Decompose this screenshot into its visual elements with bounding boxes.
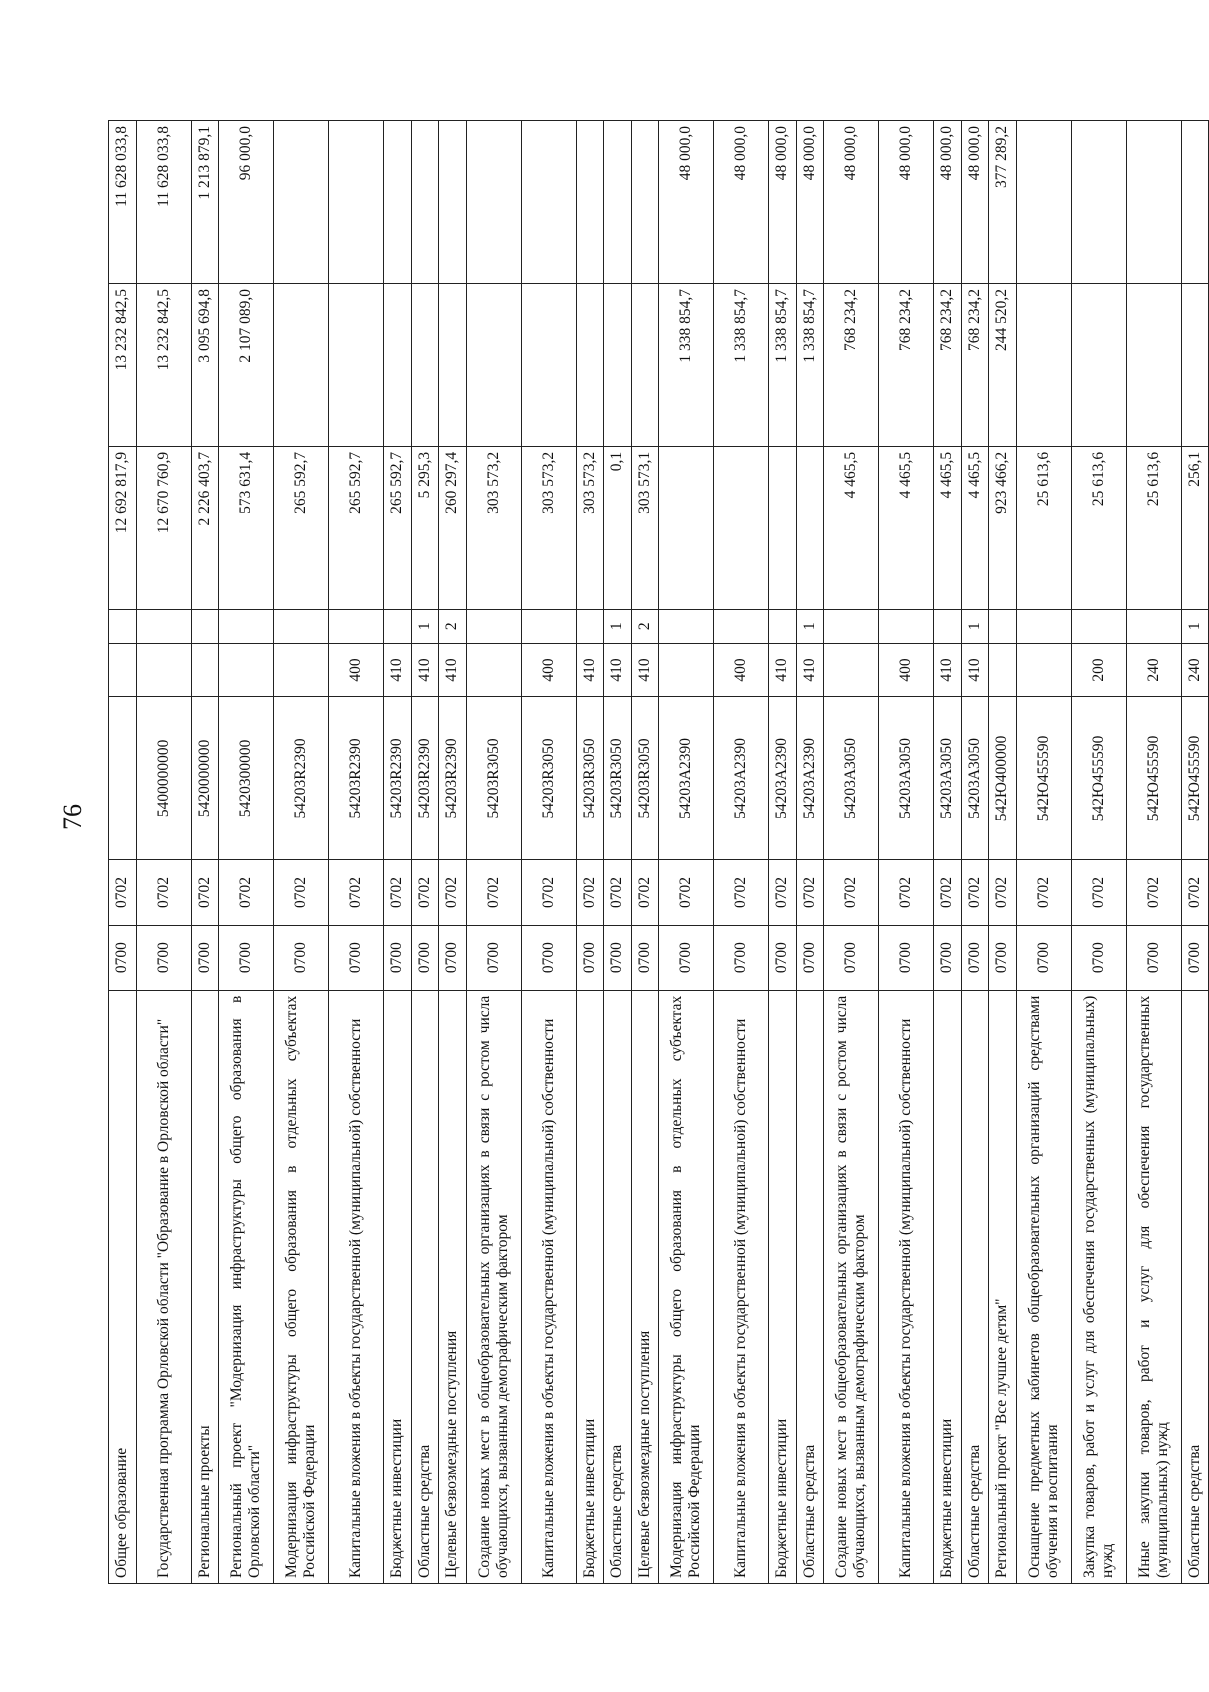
- amount-year-2: [631, 283, 659, 446]
- funding-kind-code: 2: [631, 609, 659, 643]
- section-code: 0700: [796, 925, 824, 990]
- table-row: [274, 121, 329, 1584]
- target-article-code: 542Ю455590: [1071, 697, 1126, 860]
- expense-type-code: 410: [961, 643, 989, 697]
- table-row: [136, 121, 191, 1584]
- funding-kind-code: 2: [439, 609, 467, 643]
- amount-year-2: 768 234,2: [824, 283, 879, 446]
- row-name: Бюджетные инвестиции: [769, 990, 797, 1583]
- amount-year-3: 48 000,0: [796, 121, 824, 284]
- funding-kind-code: 1: [796, 609, 824, 643]
- amount-year-1: 265 592,7: [274, 446, 329, 609]
- amount-year-1: 25 613,6: [1126, 446, 1181, 609]
- amount-year-1: 265 592,7: [384, 446, 412, 609]
- row-name: Модернизация инфраструктуры общего образования в отдельных субъектах Российской Федерации: [274, 990, 329, 1583]
- target-article-code: [109, 697, 137, 860]
- row-name: Капитальные вложения в объекты государственной (муниципальной) собственности: [879, 990, 934, 1583]
- amount-year-1: 4 465,5: [934, 446, 962, 609]
- amount-year-1: 303 573,1: [631, 446, 659, 609]
- expense-type-code: 410: [576, 643, 604, 697]
- amount-year-1: 4 465,5: [879, 446, 934, 609]
- target-article-code: 54203R2390: [274, 697, 329, 860]
- row-name: Областные средства: [796, 990, 824, 1583]
- amount-year-1: 303 573,2: [576, 446, 604, 609]
- target-article-code: 54203A3050: [961, 697, 989, 860]
- amount-year-1: 923 466,2: [989, 446, 1017, 609]
- section-code: 0700: [769, 925, 797, 990]
- amount-year-1: 12 670 760,9: [136, 446, 191, 609]
- subsection-code: 0702: [274, 860, 329, 925]
- funding-kind-code: [714, 609, 769, 643]
- amount-year-1: 4 465,5: [961, 446, 989, 609]
- expense-type-code: 410: [384, 643, 412, 697]
- target-article-code: 54203R3050: [521, 697, 576, 860]
- expense-type-code: [274, 643, 329, 697]
- subsection-code: 0702: [1126, 860, 1181, 925]
- section-code: 0700: [521, 925, 576, 990]
- target-article-code: 54203R3050: [576, 697, 604, 860]
- amount-year-2: 244 520,2: [989, 283, 1017, 446]
- amount-year-3: 96 000,0: [219, 121, 274, 284]
- section-code: 0700: [604, 925, 632, 990]
- amount-year-3: 11 628 033,8: [136, 121, 191, 284]
- row-name: Региональный проект "Модернизация инфраструктуры общего образования в Орловской области": [219, 990, 274, 1583]
- section-code: 0700: [384, 925, 412, 990]
- section-code: 0700: [439, 925, 467, 990]
- section-code: 0700: [714, 925, 769, 990]
- amount-year-3: [384, 121, 412, 284]
- table-row: [384, 121, 412, 1584]
- amount-year-3: 48 000,0: [934, 121, 962, 284]
- amount-year-1: 303 573,2: [466, 446, 521, 609]
- target-article-code: 54203R2390: [384, 697, 412, 860]
- amount-year-3: [1126, 121, 1181, 284]
- amount-year-1: 2 226 403,7: [191, 446, 219, 609]
- section-code: 0700: [576, 925, 604, 990]
- subsection-code: 0702: [384, 860, 412, 925]
- amount-year-3: [576, 121, 604, 284]
- section-code: 0700: [989, 925, 1017, 990]
- row-name: Создание новых мест в общеобразовательных организациях в связи с ростом числа обучающихся, вызванным демографическим фактором: [466, 990, 521, 1583]
- target-article-code: 54203R3050: [604, 697, 632, 860]
- amount-year-2: 768 234,2: [961, 283, 989, 446]
- row-name: Областные средства: [1181, 990, 1209, 1583]
- amount-year-2: [411, 283, 439, 446]
- expense-type-code: [136, 643, 191, 697]
- section-code: 0700: [659, 925, 714, 990]
- target-article-code: 54203A3050: [934, 697, 962, 860]
- funding-kind-code: [1016, 609, 1071, 643]
- funding-kind-code: [219, 609, 274, 643]
- row-name: Целевые безвозмездные поступления: [631, 990, 659, 1583]
- section-code: 0700: [411, 925, 439, 990]
- target-article-code: 54203A2390: [714, 697, 769, 860]
- amount-year-2: 3 095 694,8: [191, 283, 219, 446]
- expense-type-code: [191, 643, 219, 697]
- expense-type-code: 410: [796, 643, 824, 697]
- target-article-code: 54203A2390: [796, 697, 824, 860]
- row-name: Капитальные вложения в объекты государственной (муниципальной) собственности: [329, 990, 384, 1583]
- target-article-code: 54203A3050: [824, 697, 879, 860]
- table-row: [109, 121, 137, 1584]
- funding-kind-code: [824, 609, 879, 643]
- subsection-code: 0702: [934, 860, 962, 925]
- subsection-code: 0702: [521, 860, 576, 925]
- subsection-code: 0702: [714, 860, 769, 925]
- target-article-code: 542Ю400000: [989, 697, 1017, 860]
- target-article-code: 54203A2390: [769, 697, 797, 860]
- amount-year-2: [1016, 283, 1071, 446]
- amount-year-2: [1071, 283, 1126, 446]
- amount-year-2: 1 338 854,7: [769, 283, 797, 446]
- subsection-code: 0702: [219, 860, 274, 925]
- amount-year-3: 48 000,0: [879, 121, 934, 284]
- amount-year-2: 13 232 842,5: [109, 283, 137, 446]
- expense-type-code: 200: [1071, 643, 1126, 697]
- row-name: Бюджетные инвестиции: [934, 990, 962, 1583]
- funding-kind-code: 1: [604, 609, 632, 643]
- amount-year-1: [659, 446, 714, 609]
- funding-kind-code: 1: [411, 609, 439, 643]
- row-name: Иные закупки товаров, работ и услуг для обеспечения государственных (муниципальных) нужд: [1126, 990, 1181, 1583]
- funding-kind-code: [191, 609, 219, 643]
- subsection-code: 0702: [1016, 860, 1071, 925]
- funding-kind-code: [109, 609, 137, 643]
- funding-kind-code: 1: [961, 609, 989, 643]
- amount-year-1: 573 631,4: [219, 446, 274, 609]
- expense-type-code: [824, 643, 879, 697]
- funding-kind-code: [521, 609, 576, 643]
- section-code: 0700: [109, 925, 137, 990]
- amount-year-3: 48 000,0: [769, 121, 797, 284]
- target-article-code: 54203A2390: [659, 697, 714, 860]
- table-row: [879, 121, 934, 1584]
- row-name: Региональный проект "Все лучшее детям": [989, 990, 1017, 1583]
- subsection-code: 0702: [329, 860, 384, 925]
- amount-year-3: 11 628 033,8: [109, 121, 137, 284]
- amount-year-2: [1126, 283, 1181, 446]
- subsection-code: 0702: [439, 860, 467, 925]
- amount-year-3: [466, 121, 521, 284]
- row-name: Бюджетные инвестиции: [576, 990, 604, 1583]
- row-name: Бюджетные инвестиции: [384, 990, 412, 1583]
- section-code: 0700: [1016, 925, 1071, 990]
- amount-year-2: [274, 283, 329, 446]
- row-name: Капитальные вложения в объекты государственной (муниципальной) собственности: [521, 990, 576, 1583]
- target-article-code: 542Ю455590: [1016, 697, 1071, 860]
- amount-year-3: [274, 121, 329, 284]
- expense-type-code: 400: [879, 643, 934, 697]
- amount-year-1: 265 592,7: [329, 446, 384, 609]
- funding-kind-code: [769, 609, 797, 643]
- target-article-code: 5400000000: [136, 697, 191, 860]
- table-row: [576, 121, 604, 1584]
- amount-year-1: 25 613,6: [1016, 446, 1071, 609]
- section-code: 0700: [824, 925, 879, 990]
- table-row: [631, 121, 659, 1584]
- row-name: Модернизация инфраструктуры общего образования в отдельных субъектах Российской Федерации: [659, 990, 714, 1583]
- row-name: Целевые безвозмездные поступления: [439, 990, 467, 1583]
- table-row: [796, 121, 824, 1584]
- expense-type-code: [219, 643, 274, 697]
- amount-year-3: 48 000,0: [714, 121, 769, 284]
- section-code: 0700: [1126, 925, 1181, 990]
- amount-year-2: [466, 283, 521, 446]
- table-row: [714, 121, 769, 1584]
- subsection-code: 0702: [411, 860, 439, 925]
- row-name: Оснащение предметных кабинетов общеобразовательных организаций средствами обучения и воспитания: [1016, 990, 1071, 1583]
- amount-year-3: 48 000,0: [824, 121, 879, 284]
- amount-year-3: [604, 121, 632, 284]
- subsection-code: 0702: [796, 860, 824, 925]
- amount-year-3: [411, 121, 439, 284]
- table-row: [1181, 121, 1209, 1584]
- expense-type-code: 410: [934, 643, 962, 697]
- expense-type-code: 410: [439, 643, 467, 697]
- expense-type-code: 400: [714, 643, 769, 697]
- target-article-code: 5420300000: [219, 697, 274, 860]
- subsection-code: 0702: [136, 860, 191, 925]
- row-name: Создание новых мест в общеобразовательных организациях в связи с ростом числа обучающихся, вызванным демографическим фактором: [824, 990, 879, 1583]
- expense-type-code: 240: [1181, 643, 1209, 697]
- amount-year-3: 377 289,2: [989, 121, 1017, 284]
- row-name: Общее образование: [109, 990, 137, 1583]
- table-row: [466, 121, 521, 1584]
- table-row: [824, 121, 879, 1584]
- table-row: [329, 121, 384, 1584]
- amount-year-2: 768 234,2: [879, 283, 934, 446]
- subsection-code: 0702: [989, 860, 1017, 925]
- row-name: Областные средства: [961, 990, 989, 1583]
- funding-kind-code: 1: [1181, 609, 1209, 643]
- expense-type-code: 410: [411, 643, 439, 697]
- amount-year-2: 1 338 854,7: [796, 283, 824, 446]
- section-code: 0700: [1181, 925, 1209, 990]
- subsection-code: 0702: [604, 860, 632, 925]
- row-name: Областные средства: [604, 990, 632, 1583]
- row-name: Закупка товаров, работ и услуг для обеспечения государственных (муниципальных) нужд: [1071, 990, 1126, 1583]
- section-code: 0700: [274, 925, 329, 990]
- funding-kind-code: [466, 609, 521, 643]
- table-row: [219, 121, 274, 1584]
- subsection-code: 0702: [191, 860, 219, 925]
- amount-year-3: [521, 121, 576, 284]
- subsection-code: 0702: [466, 860, 521, 925]
- section-code: 0700: [934, 925, 962, 990]
- expense-type-code: 410: [604, 643, 632, 697]
- subsection-code: 0702: [109, 860, 137, 925]
- subsection-code: 0702: [879, 860, 934, 925]
- section-code: 0700: [1071, 925, 1126, 990]
- amount-year-3: [1181, 121, 1209, 284]
- table-row: [1126, 121, 1181, 1584]
- target-article-code: 54203R2390: [411, 697, 439, 860]
- amount-year-1: 256,1: [1181, 446, 1209, 609]
- section-code: 0700: [136, 925, 191, 990]
- amount-year-2: 13 232 842,5: [136, 283, 191, 446]
- row-name: Областные средства: [411, 990, 439, 1583]
- table-body: [109, 121, 1209, 1584]
- amount-year-3: [439, 121, 467, 284]
- amount-year-1: 4 465,5: [824, 446, 879, 609]
- amount-year-1: 260 297,4: [439, 446, 467, 609]
- subsection-code: 0702: [961, 860, 989, 925]
- target-article-code: 54203R2390: [329, 697, 384, 860]
- table-row: [1071, 121, 1126, 1584]
- funding-kind-code: [329, 609, 384, 643]
- expense-type-code: 410: [769, 643, 797, 697]
- amount-year-3: [1016, 121, 1071, 284]
- section-code: 0700: [631, 925, 659, 990]
- amount-year-1: 0,1: [604, 446, 632, 609]
- section-code: 0700: [961, 925, 989, 990]
- expense-type-code: [659, 643, 714, 697]
- expense-type-code: 410: [631, 643, 659, 697]
- amount-year-2: [576, 283, 604, 446]
- table-row: [1016, 121, 1071, 1584]
- funding-kind-code: [576, 609, 604, 643]
- expense-type-code: [1016, 643, 1071, 697]
- amount-year-3: [1071, 121, 1126, 284]
- target-article-code: 54203R3050: [631, 697, 659, 860]
- funding-kind-code: [659, 609, 714, 643]
- table-row: [521, 121, 576, 1584]
- funding-kind-code: [274, 609, 329, 643]
- table-row: [659, 121, 714, 1584]
- funding-kind-code: [989, 609, 1017, 643]
- amount-year-3: 48 000,0: [961, 121, 989, 284]
- page-number: 76: [58, 804, 87, 830]
- target-article-code: 54203R3050: [466, 697, 521, 860]
- target-article-code: 542Ю455590: [1126, 697, 1181, 860]
- subsection-code: 0702: [824, 860, 879, 925]
- budget-table-container: [108, 120, 1208, 1584]
- section-code: 0700: [191, 925, 219, 990]
- amount-year-1: [714, 446, 769, 609]
- row-name: Региональные проекты: [191, 990, 219, 1583]
- section-code: 0700: [219, 925, 274, 990]
- table-row: [604, 121, 632, 1584]
- amount-year-3: [329, 121, 384, 284]
- table-row: [411, 121, 439, 1584]
- funding-kind-code: [879, 609, 934, 643]
- section-code: 0700: [329, 925, 384, 990]
- amount-year-2: [521, 283, 576, 446]
- funding-kind-code: [384, 609, 412, 643]
- table-row: [439, 121, 467, 1584]
- expense-type-code: [109, 643, 137, 697]
- expense-type-code: [989, 643, 1017, 697]
- section-code: 0700: [466, 925, 521, 990]
- amount-year-1: [796, 446, 824, 609]
- amount-year-2: 1 338 854,7: [714, 283, 769, 446]
- amount-year-1: 12 692 817,9: [109, 446, 137, 609]
- expense-type-code: 400: [329, 643, 384, 697]
- expense-type-code: [466, 643, 521, 697]
- amount-year-3: 1 213 879,1: [191, 121, 219, 284]
- funding-kind-code: [1126, 609, 1181, 643]
- amount-year-1: 5 295,3: [411, 446, 439, 609]
- amount-year-2: 2 107 089,0: [219, 283, 274, 446]
- target-article-code: 5420000000: [191, 697, 219, 860]
- funding-kind-code: [1071, 609, 1126, 643]
- table-row: [961, 121, 989, 1584]
- target-article-code: 542Ю455590: [1181, 697, 1209, 860]
- amount-year-2: [604, 283, 632, 446]
- amount-year-1: [769, 446, 797, 609]
- target-article-code: 54203A3050: [879, 697, 934, 860]
- table-row: [769, 121, 797, 1584]
- row-name: Капитальные вложения в объекты государственной (муниципальной) собственности: [714, 990, 769, 1583]
- subsection-code: 0702: [659, 860, 714, 925]
- amount-year-2: 768 234,2: [934, 283, 962, 446]
- amount-year-1: 303 573,2: [521, 446, 576, 609]
- table-row: [934, 121, 962, 1584]
- subsection-code: 0702: [576, 860, 604, 925]
- amount-year-2: [329, 283, 384, 446]
- table-row: [191, 121, 219, 1584]
- amount-year-2: [439, 283, 467, 446]
- expense-type-code: 400: [521, 643, 576, 697]
- subsection-code: 0702: [1181, 860, 1209, 925]
- subsection-code: 0702: [769, 860, 797, 925]
- budget-table: [108, 120, 1209, 1584]
- expense-type-code: 240: [1126, 643, 1181, 697]
- target-article-code: 54203R2390: [439, 697, 467, 860]
- row-name: Государственная программа Орловской области "Образование в Орловской области": [136, 990, 191, 1583]
- funding-kind-code: [136, 609, 191, 643]
- amount-year-2: [384, 283, 412, 446]
- section-code: 0700: [879, 925, 934, 990]
- amount-year-3: 48 000,0: [659, 121, 714, 284]
- subsection-code: 0702: [631, 860, 659, 925]
- subsection-code: 0702: [1071, 860, 1126, 925]
- amount-year-2: 1 338 854,7: [659, 283, 714, 446]
- amount-year-3: [631, 121, 659, 284]
- amount-year-2: [1181, 283, 1209, 446]
- funding-kind-code: [934, 609, 962, 643]
- amount-year-1: 25 613,6: [1071, 446, 1126, 609]
- table-row: [989, 121, 1017, 1584]
